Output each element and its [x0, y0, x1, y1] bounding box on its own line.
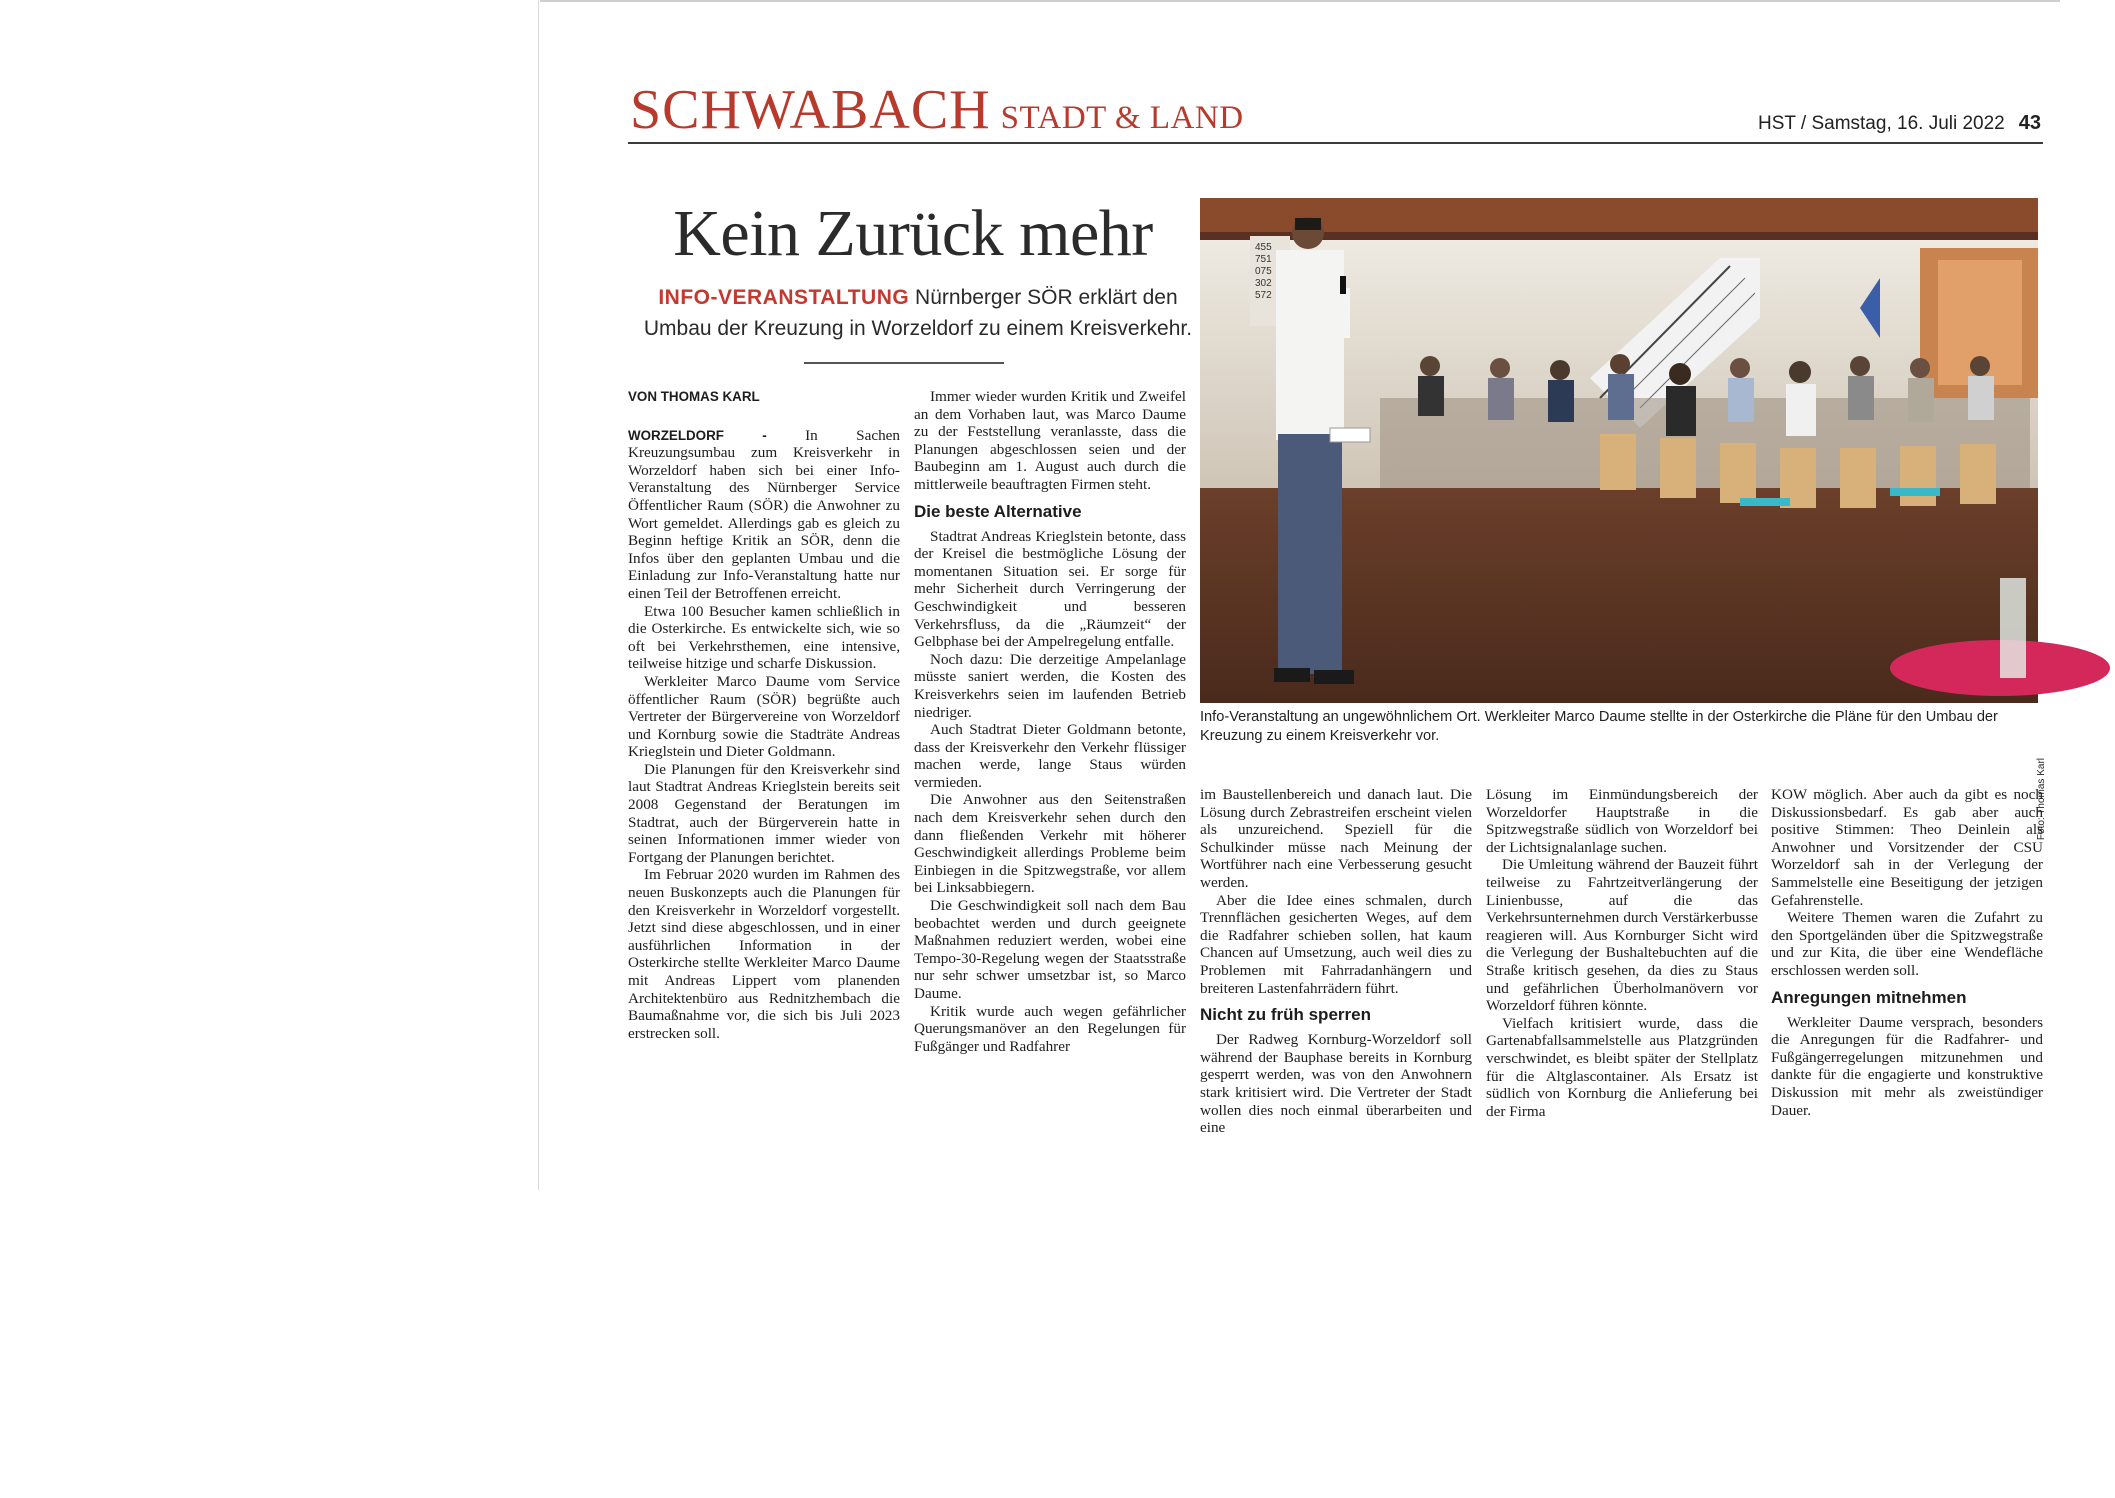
paragraph: Die Planungen für den Kreisverkehr sind laut Stadtrat Andreas Krieglstein bereits seit 2008 Gegenstand der Beratungen im Stadtrat, auch der Bürgerverein hatte in seinen Informationen immer wieder von Fortgang der Planungen berichtet.	[628, 760, 900, 866]
paragraph: Auch Stadtrat Dieter Goldmann betonte, dass der Kreisverkehr den Verkehr flüssiger machen werde, lange Staus würden vermieden.	[914, 721, 1186, 791]
photo-caption: Info-Veranstaltung an ungewöhnlichem Ort. Werkleiter Marco Daume stellte in der Osterkirche die Pläne für den Umbau der Kreuzung zu einem Kreisverkehr vor.	[1200, 709, 1998, 744]
paragraph: Vielfach kritisiert wurde, dass die Gartenabfallsammelstelle aus Platzgründen verschwindet, es bleibt später der Stellplatz für die Altglascontainer. Als Ersatz ist südlich von Kornburg die Anlieferung bei der Firma	[1486, 1014, 1758, 1120]
article-column-4	[1486, 786, 1758, 1120]
paragraph: Die Umleitung während der Bauzeit führt teilweise zu Fahrtzeitverlängerung der Linienbusse, auf die das Verkehrsunternehmen durch Verstärkerbusse reagieren will. Aus Kornburger Sicht wird die Verlegung der Bushaltebuchten auf die Straße kritisch gesehen, da dies zu Staus und gefährlichen Überholmanövern vor Worzeldorf führen könnte.	[1486, 856, 1758, 1015]
scan-top-edge	[540, 0, 2060, 2]
author-byline: VON THOMAS KARL	[628, 389, 760, 404]
paragraph: KOW möglich. Aber auch da gibt es noch Diskussionsbedarf. Es gab aber auch positive Stimmen: Theo Deinlein als Anwohner und Vorsitzender der CSU Worzeldorf sah in der Verlegung der Sammelstelle eine Beseitigung der jetzigen Gefahrenstelle.	[1771, 786, 2043, 909]
paragraph: Im Februar 2020 wurden im Rahmen des neuen Buskonzepts auch die Planungen für den Kreisverkehr in Worzeldorf vorgestellt. Jetzt sind diese abgeschlossen, und in einer ausführlichen Information in der Osterkirche stellte Werkleiter Marco Daume mit Andreas Lippert vom planenden Architektenbüro aus Rednitzhembach die Baumaßnahme vor, die sich bis Juli 2023 erstrecken soll.	[628, 866, 900, 1042]
issue-date: HST / Samstag, 16. Juli 2022	[1757, 113, 2005, 134]
issue-dateline	[1758, 112, 2041, 135]
brand-section: STADT & LAND	[1000, 100, 1244, 136]
article-subhead	[638, 282, 1198, 344]
paragraph: im Baustellenbereich und danach laut. Die Lösung durch Zebrastreifen erscheint vielen als unzureichend. Speziell für die Schulkinder müsse nach Meinung der Wortführer nach eine Verbesserung gesucht werden.	[1200, 786, 1472, 891]
paragraph: Werkleiter Marco Daume vom Service öffentlicher Raum (SÖR) begrüßte auch Vertreter der Bürgervereine von Worzeldorf und Kornburg sowie die Stadträte Andreas Krieglstein und Dieter Goldmann.	[628, 672, 900, 761]
paragraph: Noch dazu: Die derzeitige Ampelanlage müsste saniert werden, die Kosten des Kreisverkehrs seien im laufenden Betrieb niedriger.	[914, 650, 1186, 721]
dateline-place: WORZELDORF -	[628, 427, 767, 443]
subheading-beste-alternative: Die beste Alternative	[914, 501, 1082, 521]
lead-paragraph	[628, 427, 900, 603]
paragraph: Werkleiter Daume versprach, besonders die Anregungen für die Radfahrer- und Fußgängerregelungen mitzunehmen und dankte für die engagierte und konstruktive Diskussion mit mehr als zweistündiger Dauer.	[1771, 1013, 2043, 1119]
scan-left-edge	[538, 0, 539, 1190]
paragraph: Kritik wurde auch wegen gefährlicher Querungsmanöver an den Regelungen für Fußgänger und Radfahrer	[914, 1002, 1186, 1055]
subheading-anregungen-mitnehmen: Anregungen mitnehmen	[1771, 987, 1967, 1007]
paragraph: Etwa 100 Besucher kamen schließlich in die Osterkirche. Es entwickelte sich, wie so oft bei Verkehrsthemen, eine intensive, teilweise hitzige und scharfe Diskussion.	[628, 602, 900, 673]
subhead-text: Nürnberger SÖR erklärt den Umbau der Kreuzung in Worzeldorf zu einem Kreisverkehr.	[643, 286, 1193, 340]
article-column-1	[628, 388, 900, 1042]
newspaper-page	[628, 60, 2047, 1190]
article-headline: Kein Zurück mehr	[673, 197, 1153, 270]
paragraph: Die Anwohner aus den Seitenstraßen nach dem Kreisverkehr sehen durch den dann fließenden Verkehr mit höherer Geschwindigkeit allerdings Probleme beim Einbiegen in die Spitzwegstraße, vor allem bei Linksabbiegern.	[914, 791, 1186, 897]
paragraph: Die Geschwindigkeit soll nach dem Bau beobachtet werden und durch geeignete Maßnahmen reduziert werden, wobei eine Tempo-30-Regelung wegen der Staatsstraße nur sehr schwer umsetzbar ist, so Marco Daume.	[914, 897, 1186, 1002]
board-number-4: 302	[1255, 278, 1272, 289]
paragraph: Stadtrat Andreas Krieglstein betonte, dass der Kreisel die bestmögliche Lösung der momentanen Situation sei. Er sorge für mehr Sicherheit durch Verringerung der Geschwindigkeit und besseren Verkehrsfluss, da die „Räumzeit“ der Gelbphase bei der Ampelregelung entfalle.	[914, 527, 1186, 651]
photo-credit: Foto: Thomas Karl	[2036, 758, 2047, 841]
subheading-nicht-zu-frueh-sperren: Nicht zu früh sperren	[1200, 1005, 1371, 1025]
paragraph: Der Radweg Kornburg-Worzeldorf soll während der Bauphase bereits in Kornburg gesperrt werden, was von den Anwohnern stark kritisiert wird. Die Vertreter der Stadt wollen dies noch einmal überarbeiten und eine	[1200, 1031, 1472, 1137]
paragraph: Lösung im Einmündungsbereich der Worzeldorfer Hauptstraße in die Spitzwegstraße südlich von Worzeldorf bei der Lichtsignalanlage suchen.	[1486, 786, 1758, 856]
lead-text: In Sachen Kreuzungsumbau zum Kreisverkehr in Worzeldorf haben sich bei einer Info-Veranstaltung des Nürnberger Service Öffentlicher Raum (SÖR) die Anwohner zu Wort gemeldet. Allerdings gab es gleich zu Beginn heftige Kritik an SÖR, denn die Infos über den geplanten Umbau und die Einladung zur Info-Veranstaltung hatte nur einen Teil der Betroffenen erreicht.	[628, 426, 900, 602]
page-number: 43	[2018, 112, 2041, 134]
board-number-3: 075	[1255, 266, 1272, 277]
paragraph: Aber die Idee eines schmalen, durch Trennflächen gesicherten Weges, auf dem die Radfahrer schieben sollen, hat kaum Chancen auf Umsetzung, auch weil dies zu Problemen mit Fahrradanhängern und breiteren Lastenfahrrädern führt.	[1200, 891, 1472, 997]
masthead-rule	[628, 142, 2043, 144]
board-number-1: 455	[1255, 242, 1272, 253]
masthead	[628, 72, 2043, 141]
section-brand	[630, 78, 1244, 142]
article-column-2	[914, 388, 1186, 1055]
headline-separator	[804, 362, 1004, 364]
article-column-5	[1771, 786, 2043, 1119]
subhead-kicker: INFO-VERANSTALTUNG	[658, 286, 910, 309]
board-number-5: 572	[1255, 290, 1272, 301]
event-photo-illustration	[1200, 198, 2038, 703]
paragraph: Immer wieder wurden Kritik und Zweifel an dem Vorhaben laut, was Marco Daume zu der Feststellung veranlasste, dass die Planungen abgeschlossen seien und der Baubeginn am 1. August auch durch die mittlerweile beauftragten Firmen steht.	[914, 388, 1186, 493]
brand-name: SCHWABACH	[630, 79, 991, 141]
article-column-3	[1200, 786, 1472, 1137]
paragraph: Weitere Themen waren die Zufahrt zu den Sportgeländen über die Spitzwegstraße und zur Kita, die über eine Wendefläche erschlossen werden soll.	[1771, 909, 2043, 979]
board-number-2: 751	[1255, 254, 1272, 265]
